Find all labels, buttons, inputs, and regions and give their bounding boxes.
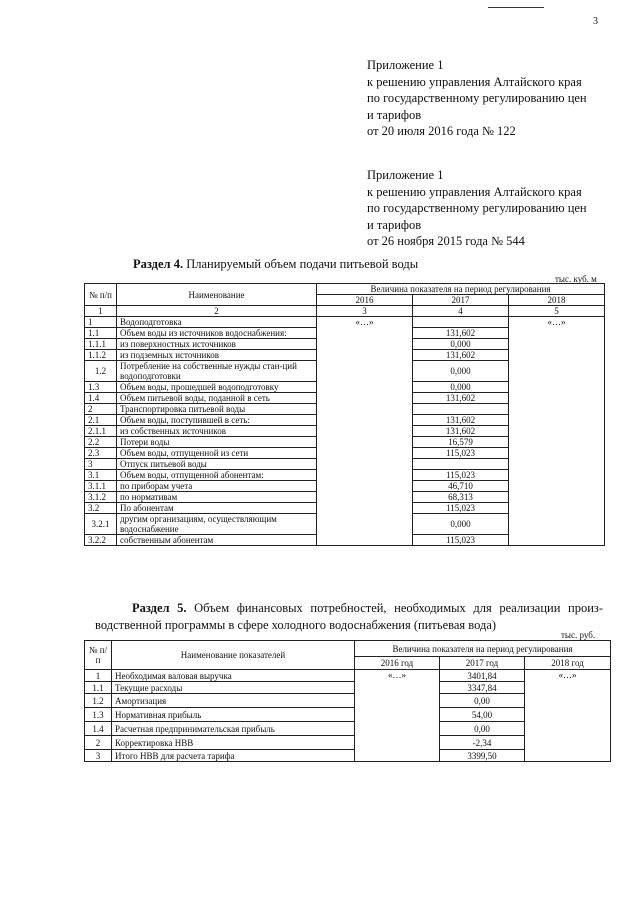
row-value-2017: -2,34 <box>440 736 525 750</box>
section5-unit: тыс. руб. <box>561 630 596 640</box>
row-num: 3.1 <box>85 470 117 481</box>
col-number: 2 <box>117 306 317 317</box>
value-2016-ellipsis: «…» <box>317 317 413 546</box>
row-value-2017: 0,000 <box>413 514 509 535</box>
row-num: 1.1 <box>85 328 117 339</box>
header-2016: 2016 <box>317 295 413 306</box>
row-value-2017: 131,602 <box>413 393 509 404</box>
appendix-line: к решению управления Алтайского края <box>367 184 582 199</box>
row-name: Текущие расходы <box>112 682 355 694</box>
row-name: Отпуск питьевой воды <box>117 459 317 470</box>
row-value-2017: 115,023 <box>413 448 509 459</box>
row-name: Транспортировка питьевой воды <box>117 404 317 415</box>
row-name: из поверхностных источников <box>117 339 317 350</box>
row-value-2017: 3399,50 <box>440 750 525 762</box>
row-num: 2.2 <box>85 437 117 448</box>
row-value-2017: 131,602 <box>413 328 509 339</box>
row-num: 1.4 <box>85 393 117 404</box>
header-2018: 2018 <box>509 295 605 306</box>
row-num: 3 <box>85 459 117 470</box>
row-name: другим организациям, осуществляющим водоснабжение <box>117 514 317 535</box>
appendix-line: по государственному регулированию цен <box>367 91 587 105</box>
header-name: Наименование показателей <box>112 641 355 670</box>
value-2018-ellipsis: «…» <box>525 670 611 762</box>
row-name: Нормативная прибыль <box>112 708 355 722</box>
row-num: 1.1.1 <box>85 339 117 350</box>
row-value-2017: 131,602 <box>413 426 509 437</box>
row-num: 1.2 <box>85 694 112 708</box>
header-2017: 2017 год <box>440 657 525 670</box>
row-num: 1 <box>85 317 117 328</box>
row-value-2017: 0,000 <box>413 382 509 393</box>
row-value-2017: 54,00 <box>440 708 525 722</box>
row-num: 1.2 <box>85 361 117 382</box>
appendix-line: и тарифов <box>367 217 422 232</box>
section5-title <box>95 600 603 634</box>
row-name: собственным абонентам <box>117 535 317 546</box>
row-value-2017: 0,000 <box>413 361 509 382</box>
col-number: 4 <box>413 306 509 317</box>
appendix-line: от 26 ноября 2015 года № 544 <box>367 234 525 248</box>
row-num: 2 <box>85 736 112 750</box>
header-period: Величина показателя на период регулирования <box>355 641 611 657</box>
row-name: из подземных источников <box>117 350 317 361</box>
row-name: Объем питьевой воды, поданной в сеть <box>117 393 317 404</box>
top-edge-line <box>488 7 544 8</box>
row-name: Потери воды <box>117 437 317 448</box>
table-row <box>85 670 611 682</box>
row-num: 1.1.2 <box>85 350 117 361</box>
row-name: Объем воды, отпущенной абонентам: <box>117 470 317 481</box>
appendix-line: от 20 июля 2016 года № 122 <box>367 124 516 138</box>
row-value-2017: 115,023 <box>413 535 509 546</box>
row-name: Объем воды, прошедшей водоподготовку <box>117 382 317 393</box>
row-value-2017 <box>413 404 509 415</box>
appendix-line: Приложение 1 <box>367 58 444 72</box>
row-value-2017: 46,710 <box>413 481 509 492</box>
header-name: Наименование <box>117 284 317 306</box>
section4-label: Раздел 4. <box>133 257 184 271</box>
row-name: Итого НВВ для расчета тарифа <box>112 750 355 762</box>
header-2016: 2016 год <box>355 657 440 670</box>
row-num: 3.2.1 <box>85 514 117 535</box>
row-value-2017: 0,00 <box>440 694 525 708</box>
row-name: По абонентам <box>117 503 317 514</box>
row-value-2017: 3347,84 <box>440 682 525 694</box>
row-num: 1.3 <box>85 708 112 722</box>
table-row <box>85 317 605 328</box>
row-num: 3.2.2 <box>85 535 117 546</box>
section4-title-text: Планируемый объем подачи питьевой воды <box>183 257 419 271</box>
row-num: 3.1.2 <box>85 492 117 503</box>
header-2018: 2018 год <box>525 657 611 670</box>
row-name: Объем воды из источников водоснабжения: <box>117 328 317 339</box>
row-num: 1.3 <box>85 382 117 393</box>
row-value-2017: 0,000 <box>413 339 509 350</box>
col-number: 1 <box>85 306 117 317</box>
row-value-2017: 0,00 <box>440 722 525 736</box>
row-name: Потребление на собственные нужды стан-ций водоподготовки <box>117 361 317 382</box>
appendix-line: по государственному регулированию цен <box>367 201 587 215</box>
col-number: 5 <box>509 306 605 317</box>
row-value-2017: 16,579 <box>413 437 509 448</box>
section5-title-line2: водственной программы в сфере холодного водоснабжения (питьевая вода) <box>95 618 497 632</box>
row-value-2017 <box>413 459 509 470</box>
appendix-line: и тарифов <box>367 107 422 122</box>
row-name: Необходимая валовая выручка <box>112 670 355 682</box>
row-value-2017 <box>413 317 509 328</box>
row-num: 2.1 <box>85 415 117 426</box>
appendix-block-previous <box>367 167 587 250</box>
section5-title-line1 <box>95 600 603 617</box>
row-num: 1 <box>85 670 112 682</box>
row-value-2017: 68,313 <box>413 492 509 503</box>
row-name: Объем воды, поступившей в сеть: <box>117 415 317 426</box>
row-num: 3.2 <box>85 503 117 514</box>
header-period: Величина показателя на период регулирования <box>317 284 605 295</box>
row-name: Расчетная предпринимательская прибыль <box>112 722 355 736</box>
col-number: 3 <box>317 306 413 317</box>
row-value-2017: 3401,84 <box>440 670 525 682</box>
section4-unit: тыс. куб. м <box>555 274 597 284</box>
section5-label: Раздел 5. <box>132 601 187 615</box>
row-name: Корректировка НВВ <box>112 736 355 750</box>
row-name: из собственных источников <box>117 426 317 437</box>
appendix-line: к решению управления Алтайского края <box>367 74 582 89</box>
header-2017: 2017 <box>413 295 509 306</box>
row-value-2017: 131,602 <box>413 350 509 361</box>
row-num: 1.1 <box>85 682 112 694</box>
row-name: Объем воды, отпущенной из сети <box>117 448 317 459</box>
section4-title <box>133 257 418 272</box>
value-2016-ellipsis: «…» <box>355 670 440 762</box>
appendix-block-current <box>367 57 587 140</box>
section5-table <box>84 640 611 762</box>
row-num: 2.1.1 <box>85 426 117 437</box>
row-num: 3 <box>85 750 112 762</box>
row-value-2017: 131,602 <box>413 415 509 426</box>
row-num: 1.4 <box>85 722 112 736</box>
row-num: 2 <box>85 404 117 415</box>
header-num: № п/п <box>85 284 117 306</box>
row-name: Амортизация <box>112 694 355 708</box>
row-num: 3.1.1 <box>85 481 117 492</box>
row-value-2017: 115,023 <box>413 503 509 514</box>
section5-title-text: Объем финансовых потребностей, необходимых для реализации произ- <box>186 601 603 615</box>
row-name: по нормативам <box>117 492 317 503</box>
page-number: 3 <box>593 16 598 27</box>
row-name: Водоподготовка <box>117 317 317 328</box>
section4-table <box>84 283 605 546</box>
row-name: по приборам учета <box>117 481 317 492</box>
header-num: № п/п <box>85 641 112 670</box>
row-num: 2.3 <box>85 448 117 459</box>
value-2018-ellipsis: «…» <box>509 317 605 546</box>
row-value-2017: 115,023 <box>413 470 509 481</box>
appendix-line: Приложение 1 <box>367 168 444 182</box>
